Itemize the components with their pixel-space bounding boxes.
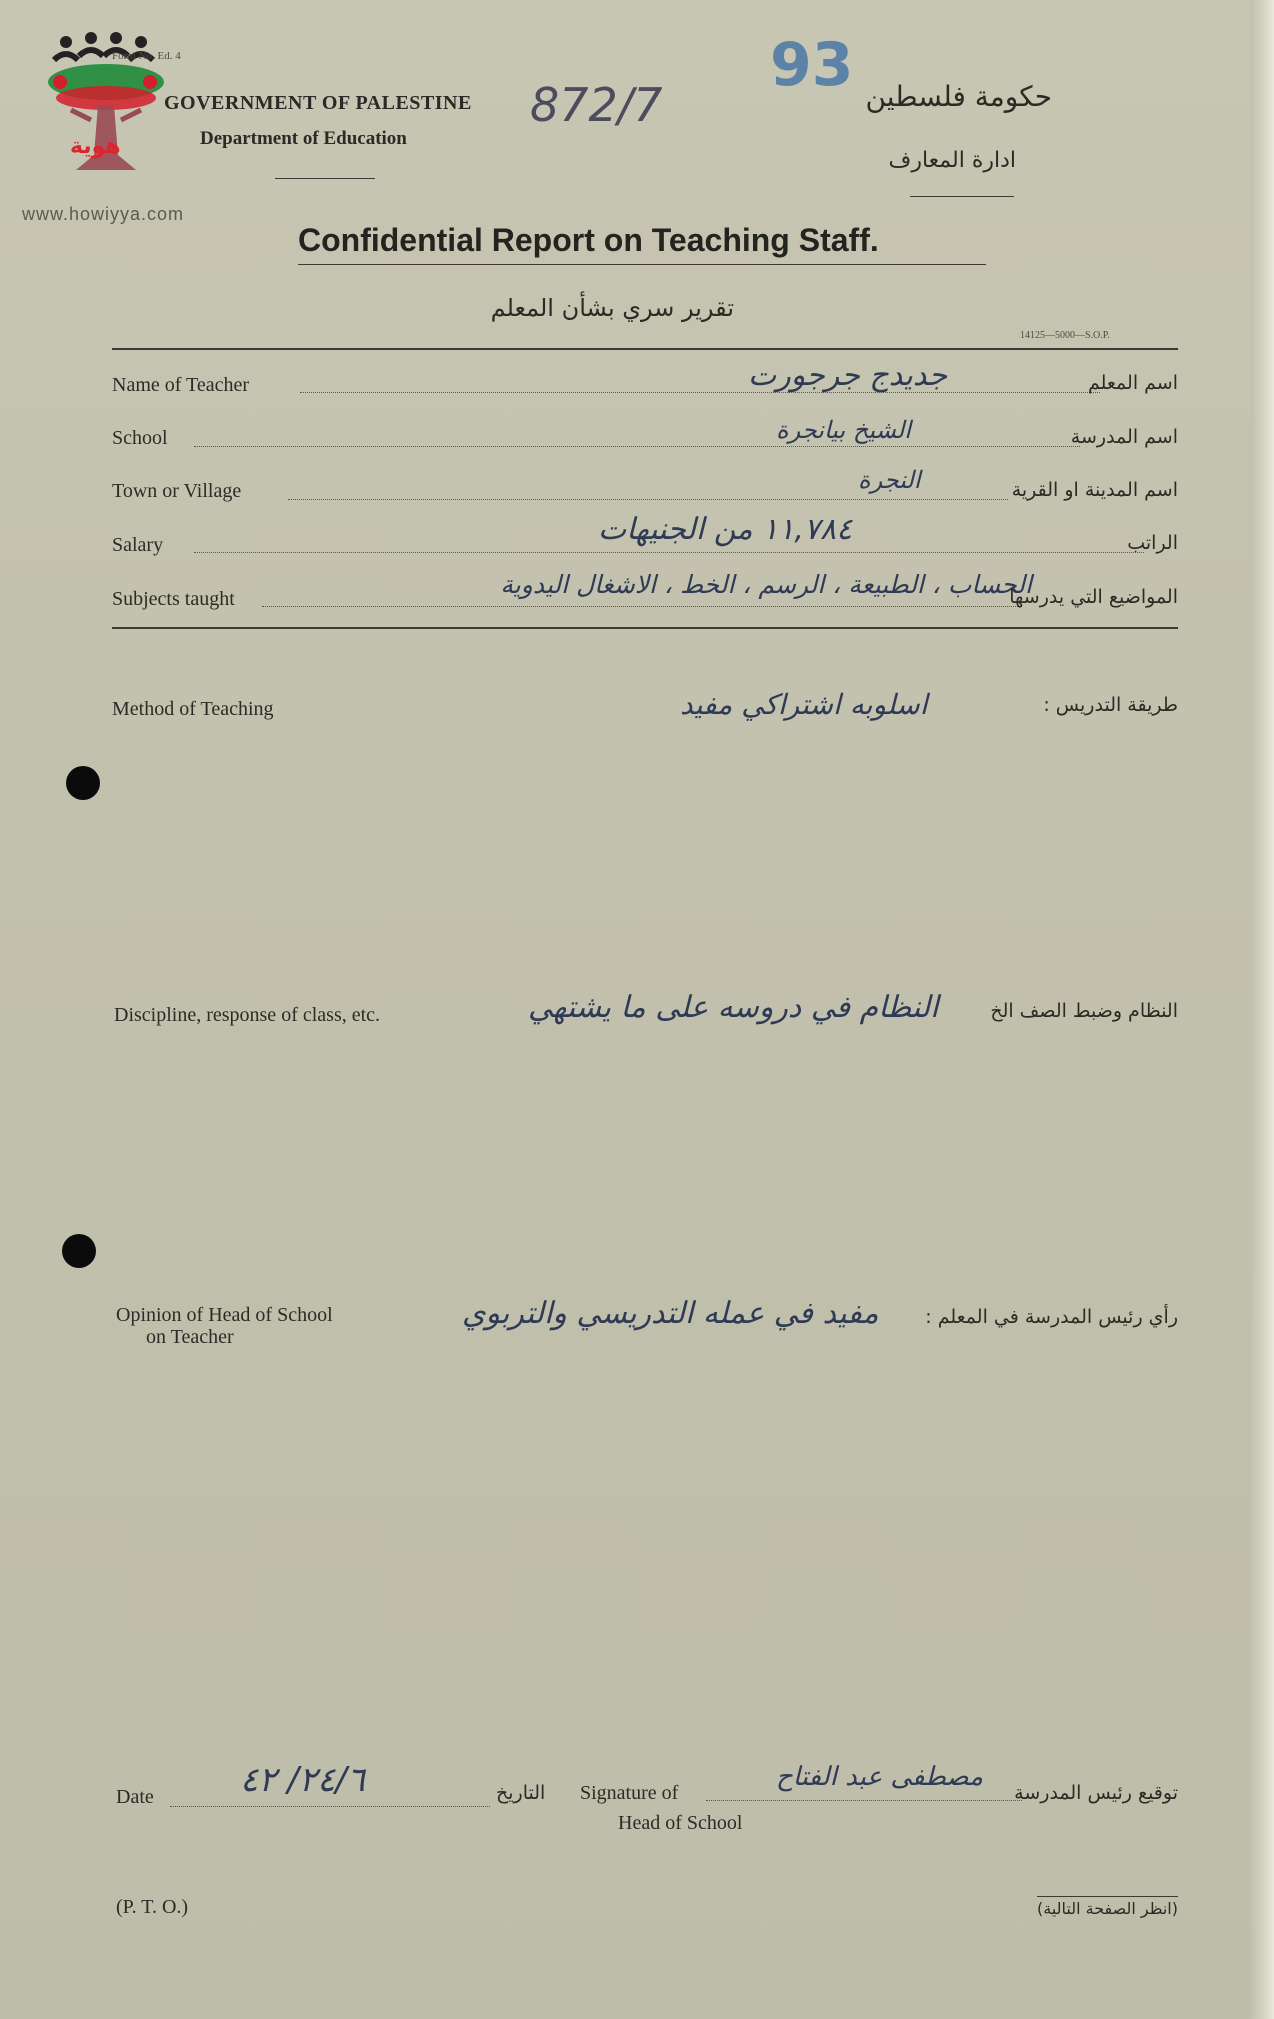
logo-website: www.howiyya.com bbox=[22, 204, 185, 224]
government-title-ar: حكومة فلسطين bbox=[865, 80, 1052, 113]
pto-en: (P. T. O.) bbox=[116, 1896, 189, 1918]
department-title-en: Department of Education bbox=[200, 128, 407, 149]
name-label-en: Name of Teacher bbox=[112, 374, 250, 396]
salary-label-en: Salary bbox=[112, 534, 164, 556]
binder-hole-top bbox=[66, 766, 100, 800]
header-divider-right bbox=[910, 196, 1014, 197]
subjects-value: الحساب ، الطبيعة ، الرسم ، الخط ، الاشغال اليدوية bbox=[500, 570, 1032, 599]
file-number: 872/7 bbox=[530, 78, 663, 132]
department-title-ar: ادارة المعارف bbox=[888, 148, 1016, 173]
method-label-ar: طريقة التدريس : bbox=[1043, 694, 1178, 716]
report-title-en: Confidential Report on Teaching Staff. bbox=[298, 222, 879, 258]
date-dotted-line bbox=[170, 1806, 490, 1807]
date-label-ar: التاريخ bbox=[496, 1782, 546, 1804]
subjects-label-ar: المواضيع التي يدرسها bbox=[1009, 586, 1178, 608]
signature-dotted-line bbox=[706, 1800, 1022, 1801]
fields-bottom-rule bbox=[112, 627, 1178, 629]
school-label-en: School bbox=[112, 427, 168, 449]
subjects-dotted-line bbox=[262, 606, 1022, 607]
print-code: 14125—5000—S.O.P. bbox=[1020, 330, 1110, 341]
discipline-label-ar: النظام وضبط الصف الخ bbox=[990, 1000, 1178, 1022]
subjects-label-en: Subjects taught bbox=[112, 588, 235, 610]
method-value: اسلوبه اشتراكي مفيد bbox=[680, 688, 928, 721]
opinion-label-en-line1: Opinion of Head of School bbox=[116, 1304, 333, 1326]
opinion-value: مفيد في عمله التدريسي والتربوي bbox=[462, 1296, 879, 1331]
signature-label-en-line2: Head of School bbox=[618, 1812, 743, 1834]
signature-label-en-line1: Signature of bbox=[580, 1782, 679, 1804]
fields-top-rule bbox=[112, 348, 1178, 350]
school-dotted-line bbox=[194, 446, 1080, 447]
method-label-en: Method of Teaching bbox=[112, 698, 274, 720]
logo-watermark-text: هوية bbox=[70, 134, 121, 159]
town-value: النجرة bbox=[858, 466, 921, 494]
signature-value: مصطفى عبد الفتاح bbox=[776, 1762, 984, 1792]
binder-hole-bottom bbox=[62, 1234, 96, 1268]
school-label-ar: اسم المدرسة bbox=[1070, 426, 1178, 448]
government-title-en: GOVERNMENT OF PALESTINE bbox=[164, 92, 472, 114]
signature-label-ar: توقيع رئيس المدرسة bbox=[1014, 1782, 1178, 1804]
page-number: 93 bbox=[770, 30, 854, 100]
town-label-ar: اسم المدينة او القرية bbox=[1011, 479, 1178, 501]
form-number: Form No. Ed. 4 bbox=[112, 50, 181, 62]
town-label-en: Town or Village bbox=[112, 480, 242, 502]
salary-label-ar: الراتب bbox=[1127, 532, 1178, 554]
discipline-value: النظام في دروسه على ما يشتهي bbox=[528, 990, 939, 1025]
page-edge bbox=[1250, 0, 1274, 2019]
name-label-ar: اسم المعلم bbox=[1087, 372, 1178, 394]
title-underline bbox=[298, 264, 986, 265]
salary-value: ١١,٧٨٤ من الجنيهات bbox=[598, 512, 853, 547]
report-title-ar: تقرير سري بشأن المعلم bbox=[490, 294, 734, 322]
salary-dotted-line bbox=[194, 552, 1144, 553]
date-value: ٢٤/٦/ ٤٢ bbox=[240, 1760, 366, 1800]
opinion-label-ar: رأي رئيس المدرسة في المعلم : bbox=[925, 1306, 1178, 1328]
school-value: الشيخ بيانجرة bbox=[776, 416, 911, 444]
opinion-label-en-line2: on Teacher bbox=[146, 1326, 234, 1348]
header-divider-left bbox=[275, 178, 375, 179]
pto-ar: (انظر الصفحة التالية) bbox=[1037, 1896, 1178, 1918]
name-value: جديدج جرجورت bbox=[748, 358, 948, 393]
discipline-label-en: Discipline, response of class, etc. bbox=[114, 1004, 381, 1026]
date-label-en: Date bbox=[116, 1786, 154, 1808]
town-dotted-line bbox=[288, 499, 1008, 500]
name-dotted-line bbox=[300, 392, 1100, 393]
